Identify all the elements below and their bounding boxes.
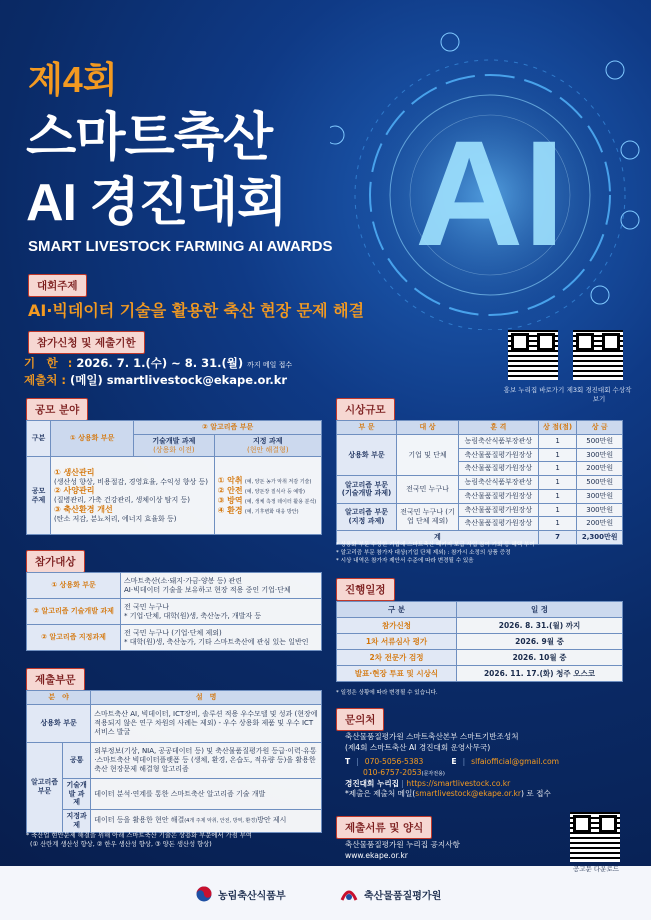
contact-org: 축산물품질평가원 스마트축산본부 스마트기반조성처 — [345, 732, 519, 741]
submission-col-field: 분 야 — [27, 691, 91, 705]
topic-2-title: ② 사양관리 — [54, 486, 95, 496]
documents-link[interactable]: www.ekape.or.kr — [345, 851, 408, 861]
designated-4-desc: (예, 기후변화 대응 방안) — [244, 508, 299, 515]
participant-desc-1b: AI·빅데이터 기술을 보유하고 현장 적용 중인 기업·단체 — [124, 585, 291, 594]
designated-1-desc: (예, 양돈 농가 악취 저감 기술) — [244, 478, 312, 485]
qr-label-download: 공고문 다운로드 — [572, 865, 620, 873]
awards-table — [336, 420, 623, 545]
contact-email[interactable]: slfaiofficial@gmail.com — [471, 757, 559, 767]
award-name: 농림축산식품부장관상 — [459, 476, 539, 490]
ekape-logo-icon — [340, 886, 358, 902]
col-algo-designated: 지정 과제 — [253, 436, 283, 445]
contact-email-key: E — [451, 757, 457, 767]
submission-field-algo: 알고리즘 부문 — [27, 742, 63, 832]
award-prize: 200만원 — [577, 462, 623, 476]
participant-desc-3b: * 대학(원)생, 축산농가, 기타 스마트축산에 관심 있는 일반인 — [124, 637, 309, 646]
award-name: 축산물품질평가원장상 — [459, 489, 539, 503]
topic-2-desc: (질병관리, 가축 건강관리, 생체이상 탐지 등) — [54, 496, 190, 505]
submission-footnote-2: (① 산란계 생산성 향상, ② 한우 생산성 향상, ③ 양돈 생산성 향상) — [30, 840, 212, 848]
submission-desc-designated-tail: 방안 제시 — [257, 816, 287, 825]
taegeuk-logo-icon — [196, 886, 212, 902]
schedule-item: 1차 서류심사 평가 — [337, 634, 457, 650]
awards-total-prize: 2,300만원 — [577, 531, 623, 545]
submission-col-desc: 설 명 — [91, 691, 322, 705]
awards-col-award: 훈 격 — [459, 421, 539, 435]
submission-sub-designated: 지정과제 — [63, 810, 91, 833]
designated-3-title: ③ 방역 — [217, 495, 243, 505]
award-name: 축산물품질평가원장상 — [459, 448, 539, 462]
footer-org1 — [196, 886, 286, 902]
award-prize: 200만원 — [577, 517, 623, 531]
row-topic-label: 공모 주제 — [27, 457, 51, 535]
col-algo-dev-sub: (상용화 이전) — [153, 445, 195, 454]
submission-sub-dev: 기술개발 과제 — [63, 778, 91, 809]
award-count: 1 — [538, 476, 577, 490]
theme-label: 대회주제 — [28, 274, 87, 297]
schedule-date: 2026. 10월 중 — [457, 650, 623, 666]
submit-key: 제출처 — [24, 373, 58, 387]
awards-col-dept: 부 문 — [337, 421, 397, 435]
participant-field-1: ① 상용화 부문 — [27, 573, 121, 599]
schedule-item: 2차 전문가 검정 — [337, 650, 457, 666]
schedule-note: * 일정은 상황에 따라 변경될 수 있습니다. — [336, 690, 438, 696]
topic-3-desc: (탄소 저감, 분뇨처리, 에너지 효율화 등) — [54, 515, 177, 524]
participant-desc-3a: 전 국민 누구나 (기업·단체 제외) — [124, 628, 222, 637]
designated-1-title: ① 악취 — [217, 475, 243, 485]
contact-tel-1[interactable]: 070-5056-5383 — [364, 757, 424, 767]
contact-submit-mail[interactable]: smartlivestock@ekape.or.kr — [415, 789, 522, 799]
footer-org2-name: 축산물품질평가원 — [364, 890, 442, 902]
ai-hologram-graphic — [330, 30, 651, 330]
designated-2-title: ② 안전 — [217, 485, 243, 495]
period-note: 까지 메일 접수 — [247, 361, 293, 369]
period-key: 기 한 — [24, 356, 58, 370]
award-count: 1 — [538, 517, 577, 531]
contact-tel-2[interactable]: 010-6757-2053 — [363, 767, 422, 777]
topic-3-title: ③ 축산환경 개선 — [54, 505, 113, 515]
footer — [0, 866, 651, 920]
contact-tel-key: T — [345, 757, 351, 767]
award-name: 축산물품질평가원장상 — [459, 517, 539, 531]
footer-org2 — [340, 886, 441, 902]
qr-label-winners: 제3회 경진대회 수상작 보기 — [566, 386, 632, 403]
schedule-item: 참가신청 — [337, 618, 457, 634]
contact-tel-2-note: (문자전용) — [421, 770, 445, 777]
col-algo-dev: 기술개발 과제 — [152, 436, 196, 445]
awards-col-count: 상 점(점) — [538, 421, 577, 435]
col-algo-designated-sub: (현안 해결형) — [247, 445, 289, 454]
designated-2-desc: (예, 양돈장 질식사 등 예방) — [244, 488, 305, 495]
awards-total-count: 7 — [538, 531, 577, 545]
submission-desc-dev: 데이터 분석·연계를 통한 스마트축산 알고리즘 기술 개발 — [91, 778, 322, 809]
period-value: 2026. 7. 1.(수) ~ 8. 31.(월) — [76, 356, 244, 370]
submission-sub-common: 공통 — [63, 742, 91, 778]
submission-table — [26, 690, 322, 833]
schedule-item: 발표·현장 투표 및 시상식 — [337, 666, 457, 682]
contest-field-label: 공모 분야 — [26, 398, 88, 421]
contact-submit-post: ) 로 접수 — [521, 789, 551, 799]
submission-desc-service: 스마트축산 AI, 빅데이터, ICT장비, 솔루션 적용 우수모델 및 성과 (현장에 적용되지 않은 연구 차원의 사례는 제외) - 우수 상용화 제품 및 우수 ICT 서비스 발굴 — [91, 704, 322, 742]
designated-3-desc: (예, 생체 측정 데이터 활용 분석) — [244, 498, 317, 505]
submit-row: 제출처 : (메일) smartlivestock@ekape.or.kr — [24, 373, 288, 387]
award-count: 1 — [538, 448, 577, 462]
title-english: SMART LIVESTOCK FARMING AI AWARDS — [28, 238, 333, 255]
award-prize: 300만원 — [577, 489, 623, 503]
participant-field-3: ② 알고리즘 지정과제 — [27, 625, 121, 651]
submit-value: (메일) smartlivestock@ekape.or.kr — [69, 373, 288, 387]
contact-site-key: 경진대회 누리집 — [345, 778, 399, 788]
period-row: 기 한 : 2026. 7. 1.(수) ~ 8. 31.(월) 까지 메일 접수 — [24, 356, 293, 370]
awards-total-label: 계 — [337, 531, 539, 545]
topic-1-title: ① 생산관리 — [54, 467, 95, 477]
participant-desc-1a: 스마트축산(소·돼지·가금·양봉 등) 관련 — [124, 576, 243, 585]
award-name: 축산물품질평가원장상 — [459, 503, 539, 517]
award-prize: 500만원 — [577, 434, 623, 448]
awards-col-prize: 상 금 — [577, 421, 623, 435]
participant-desc-2a: 전 국민 누구나 — [124, 602, 170, 611]
award-prize: 300만원 — [577, 448, 623, 462]
schedule-date: 2026. 9월 중 — [457, 634, 623, 650]
qr-code-homepage[interactable] — [508, 330, 558, 380]
submission-label: 제출부문 — [26, 668, 85, 691]
schedule-date: 2026. 11. 17.(화) 청주 오스코 — [457, 666, 623, 682]
schedule-label: 진행일정 — [336, 578, 395, 601]
awards-label: 시상규모 — [336, 398, 395, 421]
qr-label-homepage: 홍보 누리집 바로가기 — [503, 386, 565, 394]
awards-note-2: * 알고리즘 부문 참가자 대상(기업 단체 제외) : 참가시 소정의 상품 증정 — [336, 549, 511, 556]
contact-submit-pre: *제출은 제출처 메일( — [345, 789, 416, 799]
col-algo: ② 알고리즘 부문 — [134, 421, 322, 435]
qr-code-winners[interactable] — [573, 330, 623, 380]
participant-desc-2b: * 기업·단체, 대학(원)생, 축산농가, 개발자 등 — [124, 611, 262, 620]
awards-target-1: 기업 및 단체 — [397, 434, 459, 475]
edition: 제4회 — [28, 59, 118, 100]
schedule-col-kind: 구 분 — [337, 602, 457, 618]
award-prize: 300만원 — [577, 503, 623, 517]
participant-field-2: ② 알고리즘 기술개발 과제 — [27, 599, 121, 625]
ai-graphic-text: AI — [415, 109, 565, 277]
contact-sub: (제4회 스마트축산 AI 경진대회 운영사무국) — [345, 742, 491, 752]
application-label: 참가신청 및 제출기한 — [28, 331, 145, 354]
schedule-col-date: 일 정 — [457, 602, 623, 618]
awards-dept-1: 상용화 부문 — [337, 434, 397, 475]
schedule-date: 2026. 8. 31.(월) 까지 — [457, 618, 623, 634]
title-line1: 스마트축산 — [26, 109, 273, 167]
submission-desc-designated: 데이터 등을 활용한 현안 해결 — [94, 816, 185, 825]
documents-text: 축산물품질평가원 누리집 공지사항 — [345, 840, 460, 849]
submission-footnote-1: * 축산업 현안문제 해결을 위해 아래 스마트축산 기술은 상용화 부문에서 가점 부여 — [26, 832, 252, 839]
awards-target-3: 전국민 누구나 (기업 단체 제외) — [397, 503, 459, 531]
award-count: 1 — [538, 489, 577, 503]
award-name: 축산물품질평가원장상 — [459, 462, 539, 476]
contest-field-table — [26, 420, 322, 535]
awards-note-1: * 상용화 부문 수상한 기업에 스마트축산 패키지 보급 사업 참여 기회 등 혜택 부여 — [336, 542, 535, 548]
contact-label: 문의처 — [336, 708, 384, 731]
submission-field-service: 상용화 부문 — [27, 704, 91, 742]
award-count: 1 — [538, 503, 577, 517]
col-category: 구분 — [27, 421, 51, 457]
award-count: 1 — [538, 434, 577, 448]
designated-4-title: ④ 환경 — [217, 505, 243, 515]
qr-code-download[interactable] — [570, 812, 620, 862]
col-service: ① 상용화 부문 — [51, 421, 134, 457]
award-name: 농림축산식품부장관상 — [459, 434, 539, 448]
submission-desc-designated-note: (4개 주제 악취, 안전, 방역, 환경) — [184, 818, 258, 825]
title-line2: AI 경진대회 — [26, 174, 287, 232]
award-count: 1 — [538, 462, 577, 476]
contact-site-link[interactable]: https://smartlivestock.co.kr — [406, 778, 511, 788]
awards-target-2: 전국민 누구나 — [397, 476, 459, 504]
topic-1-desc: (생산성 향상, 비용절감, 경영효율, 수익성 향상 등) — [54, 477, 208, 486]
schedule-table — [336, 601, 623, 682]
footer-org1-name: 농림축산식품부 — [218, 890, 286, 902]
awards-note-3: * 시상 내역은 참가자 제안서 수준에 따라 변경될 수 있음 — [336, 557, 474, 564]
award-prize: 500만원 — [577, 476, 623, 490]
awards-col-target: 대 상 — [397, 421, 459, 435]
theme-text: AI·빅데이터 기술을 활용한 축산 현장 문제 해결 — [28, 301, 365, 320]
submission-desc-common: 외부정보(기상, NIA, 공공데이터 등) 및 축산물품질평가원 등급·이력·유통·스마트축산 빅데이터플랫폼 등 (생체, 환경, 온습도, 적유량 등)을 활용한 축산 현장문제 해결형 알고리즘 — [91, 742, 322, 778]
awards-dept-3: 알고리즘 부문 (지정 과제) — [337, 503, 397, 531]
documents-label: 제출서류 및 양식 — [336, 816, 432, 839]
awards-dept-2: 알고리즘 부문 (기술개발 과제) — [337, 476, 397, 504]
participants-table — [26, 572, 322, 651]
participants-label: 참가대상 — [26, 550, 85, 573]
